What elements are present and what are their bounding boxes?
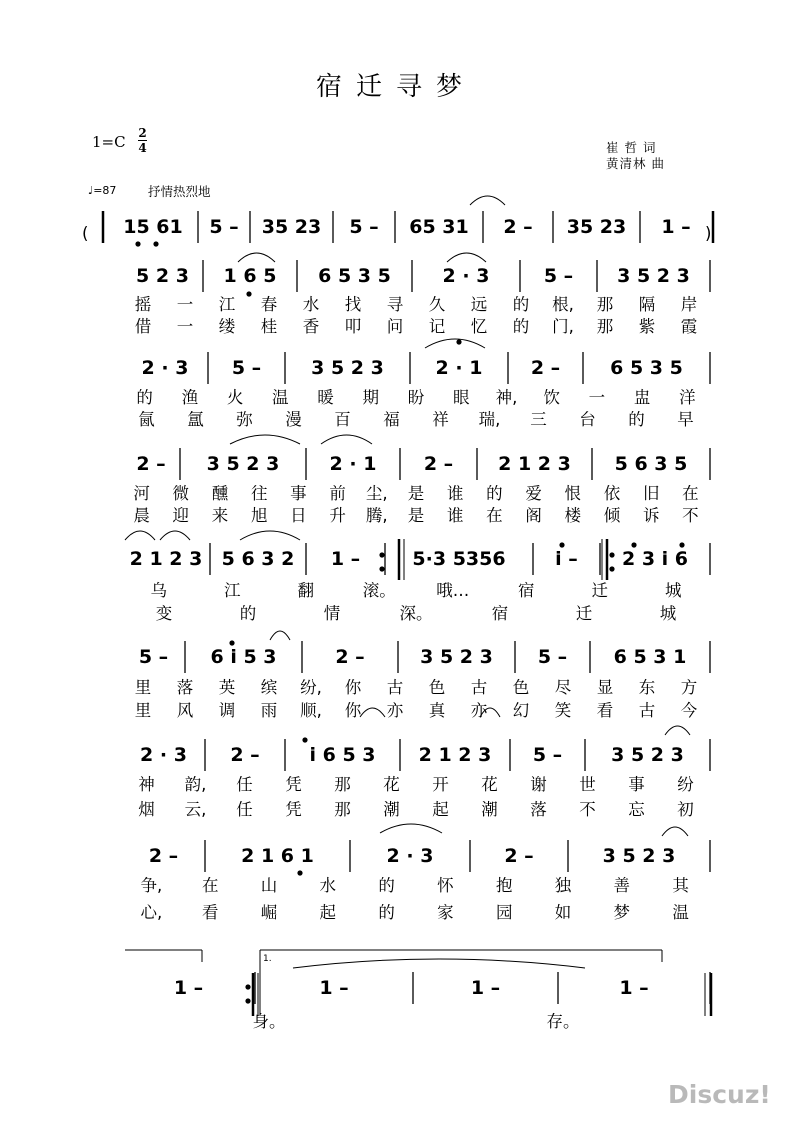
lyric-line1-syllable: 方 — [680, 678, 698, 697]
lyric-line1-syllable: 谁 — [446, 484, 464, 503]
intro-measure: 2 – — [503, 216, 533, 238]
lyric-line2-syllable: 氲 — [187, 410, 204, 429]
lyric-line1-syllable: 是 — [407, 484, 425, 503]
measure: 5 6 3 2 — [221, 548, 295, 570]
slur — [160, 531, 190, 540]
lyric-line2-syllable: 调 — [218, 701, 236, 720]
measure: 2 – — [136, 453, 166, 475]
lyric-line2-syllable: 腾, — [365, 506, 388, 525]
measure: 3 5 2 3 — [617, 265, 690, 287]
lyric-line2-syllable: 宿 — [491, 604, 509, 623]
slur — [230, 435, 300, 444]
measure: 2 · 3 — [442, 265, 490, 287]
lyric-line1-syllable: 的 — [378, 876, 395, 895]
lyric-line1-syllable: 凭 — [285, 775, 302, 794]
measure: 2 – — [530, 357, 561, 379]
intro-measure: 15 61 — [123, 216, 183, 238]
lyric-line2-syllable: 潮 — [383, 800, 400, 819]
measure: 5 2 3 — [136, 265, 189, 287]
lyric-line1-syllable: 找 — [344, 295, 362, 314]
lyric-line2-syllable: 早 — [677, 410, 694, 429]
lyric-line2-syllable: 看 — [201, 903, 219, 922]
lyric-line1-syllable: 江 — [218, 295, 236, 314]
lyric-line2-syllable: 氤 — [138, 410, 155, 429]
time-signature-top: 2 — [138, 126, 147, 140]
measure: 6 5 3 5 — [610, 357, 683, 379]
octave-dot — [229, 640, 234, 645]
intro-measure: 5 – — [209, 216, 239, 238]
lyric-line2-syllable: 的 — [512, 317, 530, 336]
lyric-line2-syllable: 福 — [383, 410, 400, 429]
time-signature-bottom: 4 — [138, 141, 147, 155]
lyric-line2-syllable: 那 — [334, 800, 351, 819]
intro-measure: 1 – — [661, 216, 691, 238]
lyric-line1-syllable: 尽 — [554, 678, 572, 697]
lyric-line1-syllable: 任 — [236, 775, 253, 794]
lyric-line1-syllable: 英 — [218, 678, 236, 697]
lyric-line2-syllable: 变 — [155, 604, 173, 623]
lyric-line2-syllable: 霞 — [680, 317, 698, 336]
lyric-line2-syllable: 雨 — [260, 701, 278, 720]
lyric-line1-syllable: 缤 — [260, 678, 278, 697]
lyric-line1-syllable: 独 — [554, 876, 572, 895]
lyric-line2-syllable: 风 — [176, 701, 194, 720]
lyric-line1-syllable: 春 — [260, 295, 278, 314]
lyric-line1-syllable: 其 — [672, 876, 689, 895]
measure: 5 – — [537, 646, 568, 668]
measure: 1 – — [619, 977, 649, 999]
slur — [238, 253, 275, 262]
lyric-line2-syllable: 阁 — [525, 506, 542, 525]
lyric-line1-syllable: 你 — [344, 678, 362, 697]
octave-dot — [379, 552, 384, 557]
lyric-line2-syllable: 心, — [140, 903, 163, 922]
slur — [270, 631, 290, 640]
key-signature: 1=C — [92, 133, 126, 151]
slur — [665, 726, 690, 735]
lyric-line2-syllable: 温 — [672, 903, 689, 922]
intro-measure: 65 31 — [409, 216, 469, 238]
measure: 2 – — [423, 453, 454, 475]
lyric-line2-syllable: 的 — [628, 410, 645, 429]
lyric-line2-syllable: 不 — [682, 506, 699, 525]
lyric-line1-syllable: 色 — [428, 678, 446, 697]
slur — [447, 253, 486, 262]
octave-dot — [153, 241, 158, 246]
lyric-line1-syllable: 在 — [201, 876, 219, 895]
lyric-line1-syllable: 前 — [329, 484, 346, 503]
lyric-line1-syllable: 韵, — [184, 775, 207, 794]
lyric-line1-syllable: 江 — [224, 581, 241, 600]
intro-measure: 35 23 — [566, 216, 627, 238]
lyric-line2-syllable: 问 — [386, 317, 404, 336]
measure: 2 1 6 1 — [241, 845, 314, 867]
lyric-line1-syllable: 宿 — [518, 581, 535, 600]
lyric-line1-syllable: 纷, — [300, 678, 322, 697]
lyric-line2-syllable: 情 — [323, 604, 341, 623]
lyric-line2-syllable: 桂 — [260, 317, 278, 336]
measure: 6 i 5 3 — [210, 646, 277, 668]
lyric-line2-syllable: 借 — [134, 317, 152, 336]
lyric-line2-syllable: 起 — [319, 903, 337, 922]
lyric-line1-syllable: 那 — [334, 775, 351, 794]
measure: 2 – — [148, 845, 179, 867]
measure: 1 – — [319, 977, 349, 999]
lyric-line1-syllable: 古 — [470, 678, 488, 697]
lyric-line2-syllable: 漫 — [285, 410, 302, 429]
lyric-line2-syllable: 幻 — [512, 701, 530, 720]
octave-dot — [609, 552, 614, 557]
lyric-line1-syllable: 水 — [302, 295, 320, 314]
lyric-line1-syllable: 温 — [272, 388, 289, 407]
lyric-line1-syllable: 事 — [290, 484, 307, 503]
lyric-line2-syllable: 那 — [596, 317, 614, 336]
lyric-line1-syllable: 神 — [138, 775, 155, 794]
lyric-line2-syllable: 诉 — [642, 506, 660, 525]
lyric-line1-syllable: 争, — [140, 876, 163, 895]
measure: 5 6 3 5 — [614, 453, 688, 475]
lyric-line1-syllable: 世 — [579, 775, 596, 794]
lyric-line2-syllable: 百 — [334, 410, 351, 429]
measure: 6 5 3 5 — [318, 265, 391, 287]
lyric-line1-syllable: 隔 — [638, 295, 656, 314]
lyric-line1-syllable: 善 — [613, 876, 631, 895]
lyric-line2-syllable: 的 — [239, 604, 257, 623]
lyric-line1-syllable: 尘, — [365, 484, 388, 503]
lyric-line1-syllable: 城 — [665, 581, 682, 600]
lyric-line1-syllable: 谢 — [530, 775, 547, 794]
measure: 2 – — [335, 646, 365, 668]
measure: 3 5 2 3 — [311, 357, 384, 379]
lyric-line1-syllable: 火 — [226, 388, 244, 407]
measure: 2 · 3 — [140, 744, 187, 766]
octave-dot — [245, 998, 250, 1003]
lyric-line2-syllable: 亦 — [386, 701, 404, 720]
song-title: 宿迁寻梦 — [315, 72, 476, 102]
lyric-line1-syllable: 洋 — [679, 388, 696, 407]
lyric-line1-syllable: 往 — [250, 484, 268, 503]
lyric-line1-syllable: 盼 — [407, 388, 425, 407]
lyric-line2-syllable: 你 — [344, 701, 362, 720]
lyric-line2-syllable: 不 — [579, 800, 596, 819]
octave-dot — [559, 542, 564, 547]
lyric-line1-syllable: 花 — [481, 775, 498, 794]
lyric-line1-syllable: 微 — [172, 484, 190, 503]
lyric-line1-syllable: 开 — [432, 775, 449, 794]
lyric-line2-syllable: 在 — [486, 506, 503, 525]
lyric-line1-syllable: 眼 — [452, 388, 470, 407]
lyric-line2-syllable: 任 — [236, 800, 253, 819]
lyric-line1-syllable: 神, — [495, 388, 518, 407]
measure: 3 5 2 3 — [206, 453, 280, 475]
lyric-line2-syllable: 梦 — [613, 903, 631, 922]
measure: i – — [555, 548, 578, 570]
lyric-line2-syllable: 祥 — [432, 410, 449, 429]
octave-dot — [609, 566, 614, 571]
lyric-line1-syllable: 东 — [638, 678, 656, 697]
lyric-line1-syllable: 抱 — [495, 876, 513, 895]
repeat-paren-close: ) — [705, 224, 712, 243]
lyric-line1-syllable: 的 — [136, 388, 153, 407]
octave-dot — [297, 870, 302, 875]
lyric-line1-syllable: 一 — [588, 388, 606, 407]
lyric-line1-syllable: 根, — [552, 295, 574, 314]
expression-marking: 抒情热烈地 — [148, 184, 211, 199]
measure: 3 5 2 3 — [611, 744, 684, 766]
measure: 2 1 2 3 — [129, 548, 203, 570]
measure: 5 – — [543, 265, 574, 287]
lyric-line1-syllable: 迁 — [591, 581, 608, 600]
lyric-line1-syllable: 一 — [176, 295, 194, 314]
final-tie — [293, 959, 585, 968]
lyric-line2-syllable: 迎 — [172, 506, 190, 525]
measure: 2 · 3 — [141, 357, 189, 379]
lyric-line2-syllable: 崛 — [260, 903, 278, 922]
repeat-paren-open: ( — [82, 224, 89, 243]
lyric-line2-syllable: 园 — [495, 903, 513, 922]
octave-dot — [246, 291, 251, 296]
lyric-line1-syllable: 在 — [682, 484, 699, 503]
measure: 2 · 3 — [386, 845, 434, 867]
lyric-line1-syllable: 河 — [133, 484, 150, 503]
lyric-line1-syllable: 身。 — [252, 1012, 286, 1031]
lyric-line2-syllable: 古 — [638, 701, 656, 720]
lyric-line1-syllable: 远 — [470, 295, 488, 314]
octave-dot — [679, 542, 684, 547]
lyric-line1-syllable: 醺 — [211, 484, 229, 503]
lyric-line1-syllable: 久 — [428, 295, 446, 314]
lyric-line2-syllable: 迁 — [575, 604, 593, 623]
measure: 1 – — [330, 548, 361, 570]
lyricist-credit: 崔 哲 词 — [606, 140, 657, 155]
lyric-line2-syllable: 落 — [530, 800, 547, 819]
intro-slur — [470, 196, 505, 205]
lyric-line1-syllable: 依 — [603, 484, 621, 503]
lyric-line1-syllable: 盅 — [633, 388, 651, 407]
lyric-line2-syllable: 真 — [428, 701, 446, 720]
lyric-line1-syllable: 怀 — [437, 876, 454, 895]
lyric-line2-syllable: 旭 — [250, 506, 268, 525]
octave-dot — [135, 241, 140, 246]
measure: 6 5 3 1 — [613, 646, 687, 668]
lyric-line1-syllable: 哦… — [436, 581, 470, 600]
lyric-line2-syllable: 笑 — [554, 701, 572, 720]
lyric-line1-syllable: 翻 — [297, 581, 314, 600]
octave-dot — [245, 984, 250, 989]
measure: 5 – — [138, 646, 169, 668]
lyric-line2-syllable: 如 — [554, 903, 572, 922]
lyric-line2-syllable: 里 — [134, 701, 152, 720]
lyric-line1-syllable: 滚。 — [362, 581, 396, 600]
intro-measure: 5 – — [349, 216, 379, 238]
lyric-line2-syllable: 叩 — [344, 317, 362, 336]
lyric-line2-syllable: 日 — [290, 506, 307, 525]
measure: 1 – — [470, 977, 501, 999]
lyric-line2-syllable: 三 — [530, 410, 547, 429]
slur — [240, 531, 300, 540]
lyric-line2-syllable: 台 — [579, 410, 596, 429]
watermark-logo: Discuz! — [668, 1080, 771, 1109]
lyric-line1-syllable: 的 — [486, 484, 503, 503]
measure: 2 – — [504, 845, 534, 867]
lyric-line2-syllable: 记 — [428, 317, 446, 336]
measure: 2 1 2 3 — [418, 744, 492, 766]
slur — [380, 824, 442, 833]
lyric-line2-syllable: 升 — [329, 506, 346, 525]
measure: 2 – — [230, 744, 260, 766]
measure: 2 1 2 3 — [498, 453, 571, 475]
octave-dot-low — [456, 339, 461, 344]
lyric-line1-syllable: 山 — [260, 876, 278, 895]
intro-measure: 35 23 — [261, 216, 322, 238]
measure: 5·3 5356 — [412, 548, 506, 570]
lyric-line2-syllable: 凭 — [285, 800, 302, 819]
lyric-line1-syllable: 渔 — [181, 388, 199, 407]
lyric-line2-syllable: 缕 — [218, 317, 236, 336]
lyric-line2-syllable: 烟 — [138, 800, 155, 819]
volta-label: 1. — [263, 954, 272, 964]
lyric-line1-syllable: 水 — [319, 876, 337, 895]
measure: 2 · 1 — [329, 453, 377, 475]
lyric-line2-syllable: 忘 — [628, 800, 645, 819]
lyric-line2-syllable: 今 — [680, 701, 698, 720]
lyric-line1-syllable: 岸 — [680, 295, 698, 314]
lyric-line2-syllable: 一 — [176, 317, 194, 336]
lyric-line1-syllable: 花 — [383, 775, 400, 794]
slur — [321, 435, 372, 444]
lyric-line1-syllable: 那 — [596, 295, 614, 314]
lyric-line2-syllable: 潮 — [481, 800, 498, 819]
measure: 5 – — [231, 357, 262, 379]
lyric-line2-syllable: 弥 — [236, 410, 253, 429]
octave-dot — [302, 737, 307, 742]
octave-dot — [631, 542, 636, 547]
slur — [425, 339, 485, 348]
lyric-line1-syllable: 乌 — [150, 581, 167, 600]
lyric-line2-syllable: 是 — [407, 506, 425, 525]
lyric-line1-syllable: 纷 — [677, 775, 694, 794]
lyric-line1-syllable: 恨 — [564, 484, 582, 503]
lyric-line2-syllable: 起 — [432, 800, 449, 819]
slur — [360, 708, 385, 717]
lyric-line1-syllable: 存。 — [546, 1012, 580, 1031]
lyric-line1-syllable: 古 — [386, 678, 404, 697]
lyric-line1-syllable: 的 — [512, 295, 530, 314]
lyric-line1-syllable: 饮 — [543, 388, 560, 407]
measure: 2 · 1 — [435, 357, 483, 379]
measure: 5 – — [532, 744, 563, 766]
measure: 2 3 i 6 — [621, 548, 689, 570]
lyric-line2-syllable: 看 — [596, 701, 614, 720]
lyric-line2-syllable: 云, — [184, 800, 207, 819]
lyric-line1-syllable: 期 — [362, 388, 380, 407]
lyric-line2-syllable: 深。 — [399, 604, 433, 623]
slur — [125, 531, 155, 540]
lyric-line1-syllable: 落 — [176, 678, 194, 697]
lyric-line2-syllable: 瑞, — [478, 410, 501, 429]
lyric-line2-syllable: 初 — [677, 800, 694, 819]
lyric-line1-syllable: 旧 — [642, 484, 660, 503]
measure: i 6 5 3 — [309, 744, 376, 766]
tempo-marking: ♩=87 — [88, 184, 117, 197]
lyric-line2-syllable: 香 — [302, 317, 320, 336]
lyric-line2-syllable: 家 — [437, 903, 454, 922]
measure: 3 5 2 3 — [420, 646, 493, 668]
lyric-line1-syllable: 摇 — [134, 295, 152, 314]
lyric-line1-syllable: 色 — [512, 678, 530, 697]
lyric-line1-syllable: 爱 — [525, 484, 542, 503]
lyric-line1-syllable: 里 — [134, 678, 152, 697]
lyric-line2-syllable: 门, — [552, 317, 574, 336]
lyric-line1-syllable: 事 — [628, 775, 645, 794]
lyric-line2-syllable: 忆 — [470, 317, 488, 336]
lyric-line2-syllable: 晨 — [133, 506, 150, 525]
measure: 1 6 5 — [223, 265, 277, 287]
lyric-line2-syllable: 楼 — [564, 506, 582, 525]
lyric-line2-syllable: 顺, — [300, 701, 322, 720]
lyric-line2-syllable: 倾 — [603, 506, 621, 525]
measure: 3 5 2 3 — [602, 845, 676, 867]
lyric-line2-syllable: 亦 — [470, 701, 488, 720]
lyric-line1-syllable: 寻 — [386, 295, 404, 314]
lyric-line2-syllable: 谁 — [446, 506, 464, 525]
lyric-line2-syllable: 来 — [211, 506, 229, 525]
lyric-line2-syllable: 紫 — [638, 317, 656, 336]
lyric-line1-syllable: 显 — [596, 678, 614, 697]
lyric-line1-syllable: 暖 — [317, 388, 334, 407]
composer-credit: 黄清林 曲 — [606, 156, 665, 171]
lyric-line2-syllable: 城 — [659, 604, 677, 623]
measure: 1 – — [173, 977, 204, 999]
slur — [662, 827, 688, 836]
octave-dot — [379, 566, 384, 571]
lyric-line2-syllable: 的 — [378, 903, 395, 922]
